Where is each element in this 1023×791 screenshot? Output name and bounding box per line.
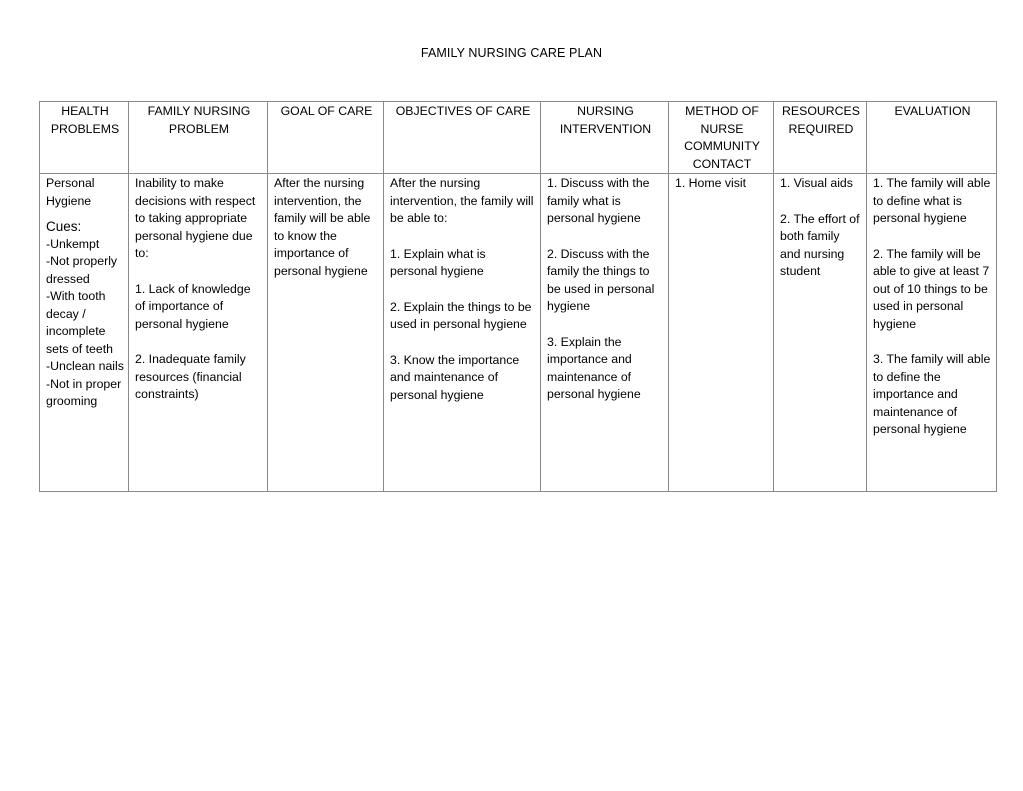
intervention-item-1: 1. Discuss with the family what is personal hygiene [547,176,650,225]
family-problem-intro: Inability to make decisions with respect to taking appropriate personal hygiene due to: [135,176,256,260]
objective-item-1: 1. Explain what is personal hygiene [390,246,486,278]
objectives-intro: After the nursing intervention, the family will be able to: [390,176,534,225]
care-plan-table [39,101,997,492]
header-nursing-intervention: NURSING INTERVENTION [541,102,669,174]
objective-item-2: 2. Explain the things to be used in personal hygiene [390,299,532,331]
cell-nursing-intervention [541,174,669,492]
cues-list: -Unkempt -Not properly dressed -With tooth decay / incomplete sets of teeth -Unclean nails -Not in proper grooming [46,236,124,408]
evaluation-item-3: 3. The family will able to define the importance and maintenance of personal hygiene [873,352,991,436]
cell-goal-of-care [268,174,384,492]
header-method-of-contact: METHOD OF NURSE COMMUNITY CONTACT [669,102,774,174]
header-family-nursing-problem: FAMILY NURSING PROBLEM [129,102,268,174]
table-row [40,174,997,492]
evaluation-item-2: 2. The family will be able to give at least 7 out of 10 things to be used in personal hygiene [873,246,990,331]
cell-objectives-of-care [384,174,541,492]
family-problem-item-2: 2. Inadequate family resources (financial constraints) [135,352,246,401]
header-goal-of-care: GOAL OF CARE [268,102,384,174]
family-problem-item-1: 1. Lack of knowledge of importance of personal hygiene [135,281,251,331]
resource-item-2: 2. The effort of both family and nursing student [780,211,860,278]
cell-resources-required [774,174,867,492]
cell-evaluation [867,174,997,492]
cell-method-of-contact [669,174,774,492]
header-resources-required: RESOURCES REQUIRED [774,102,867,174]
intervention-item-3: 3. Explain the importance and maintenance of personal hygiene [547,334,641,401]
cell-family-nursing-problem [129,174,268,492]
header-objectives-of-care: OBJECTIVES OF CARE [384,102,541,174]
health-problem-text: Personal Hygiene [46,176,95,208]
intervention-item-2: 2. Discuss with the family the things to be used in personal hygiene [547,246,655,313]
header-row [40,102,997,174]
goal-of-care-text: After the nursing intervention, the family will be able to know the importance of personal hygiene [274,176,371,278]
header-health-problems: HEALTH PROBLEMS [40,102,129,174]
document-title: FAMILY NURSING CARE PLAN [420,46,603,60]
evaluation-item-1: 1. The family will able to define what is personal hygiene [873,176,991,225]
cues-label: Cues: [46,219,82,234]
header-evaluation: EVALUATION [867,102,997,174]
resource-item-1: 1. Visual aids [780,176,853,190]
cell-health-problems [40,174,129,492]
objective-item-3: 3. Know the importance and maintenance of personal hygiene [390,352,520,402]
method-of-contact-text: 1. Home visit [675,176,747,190]
